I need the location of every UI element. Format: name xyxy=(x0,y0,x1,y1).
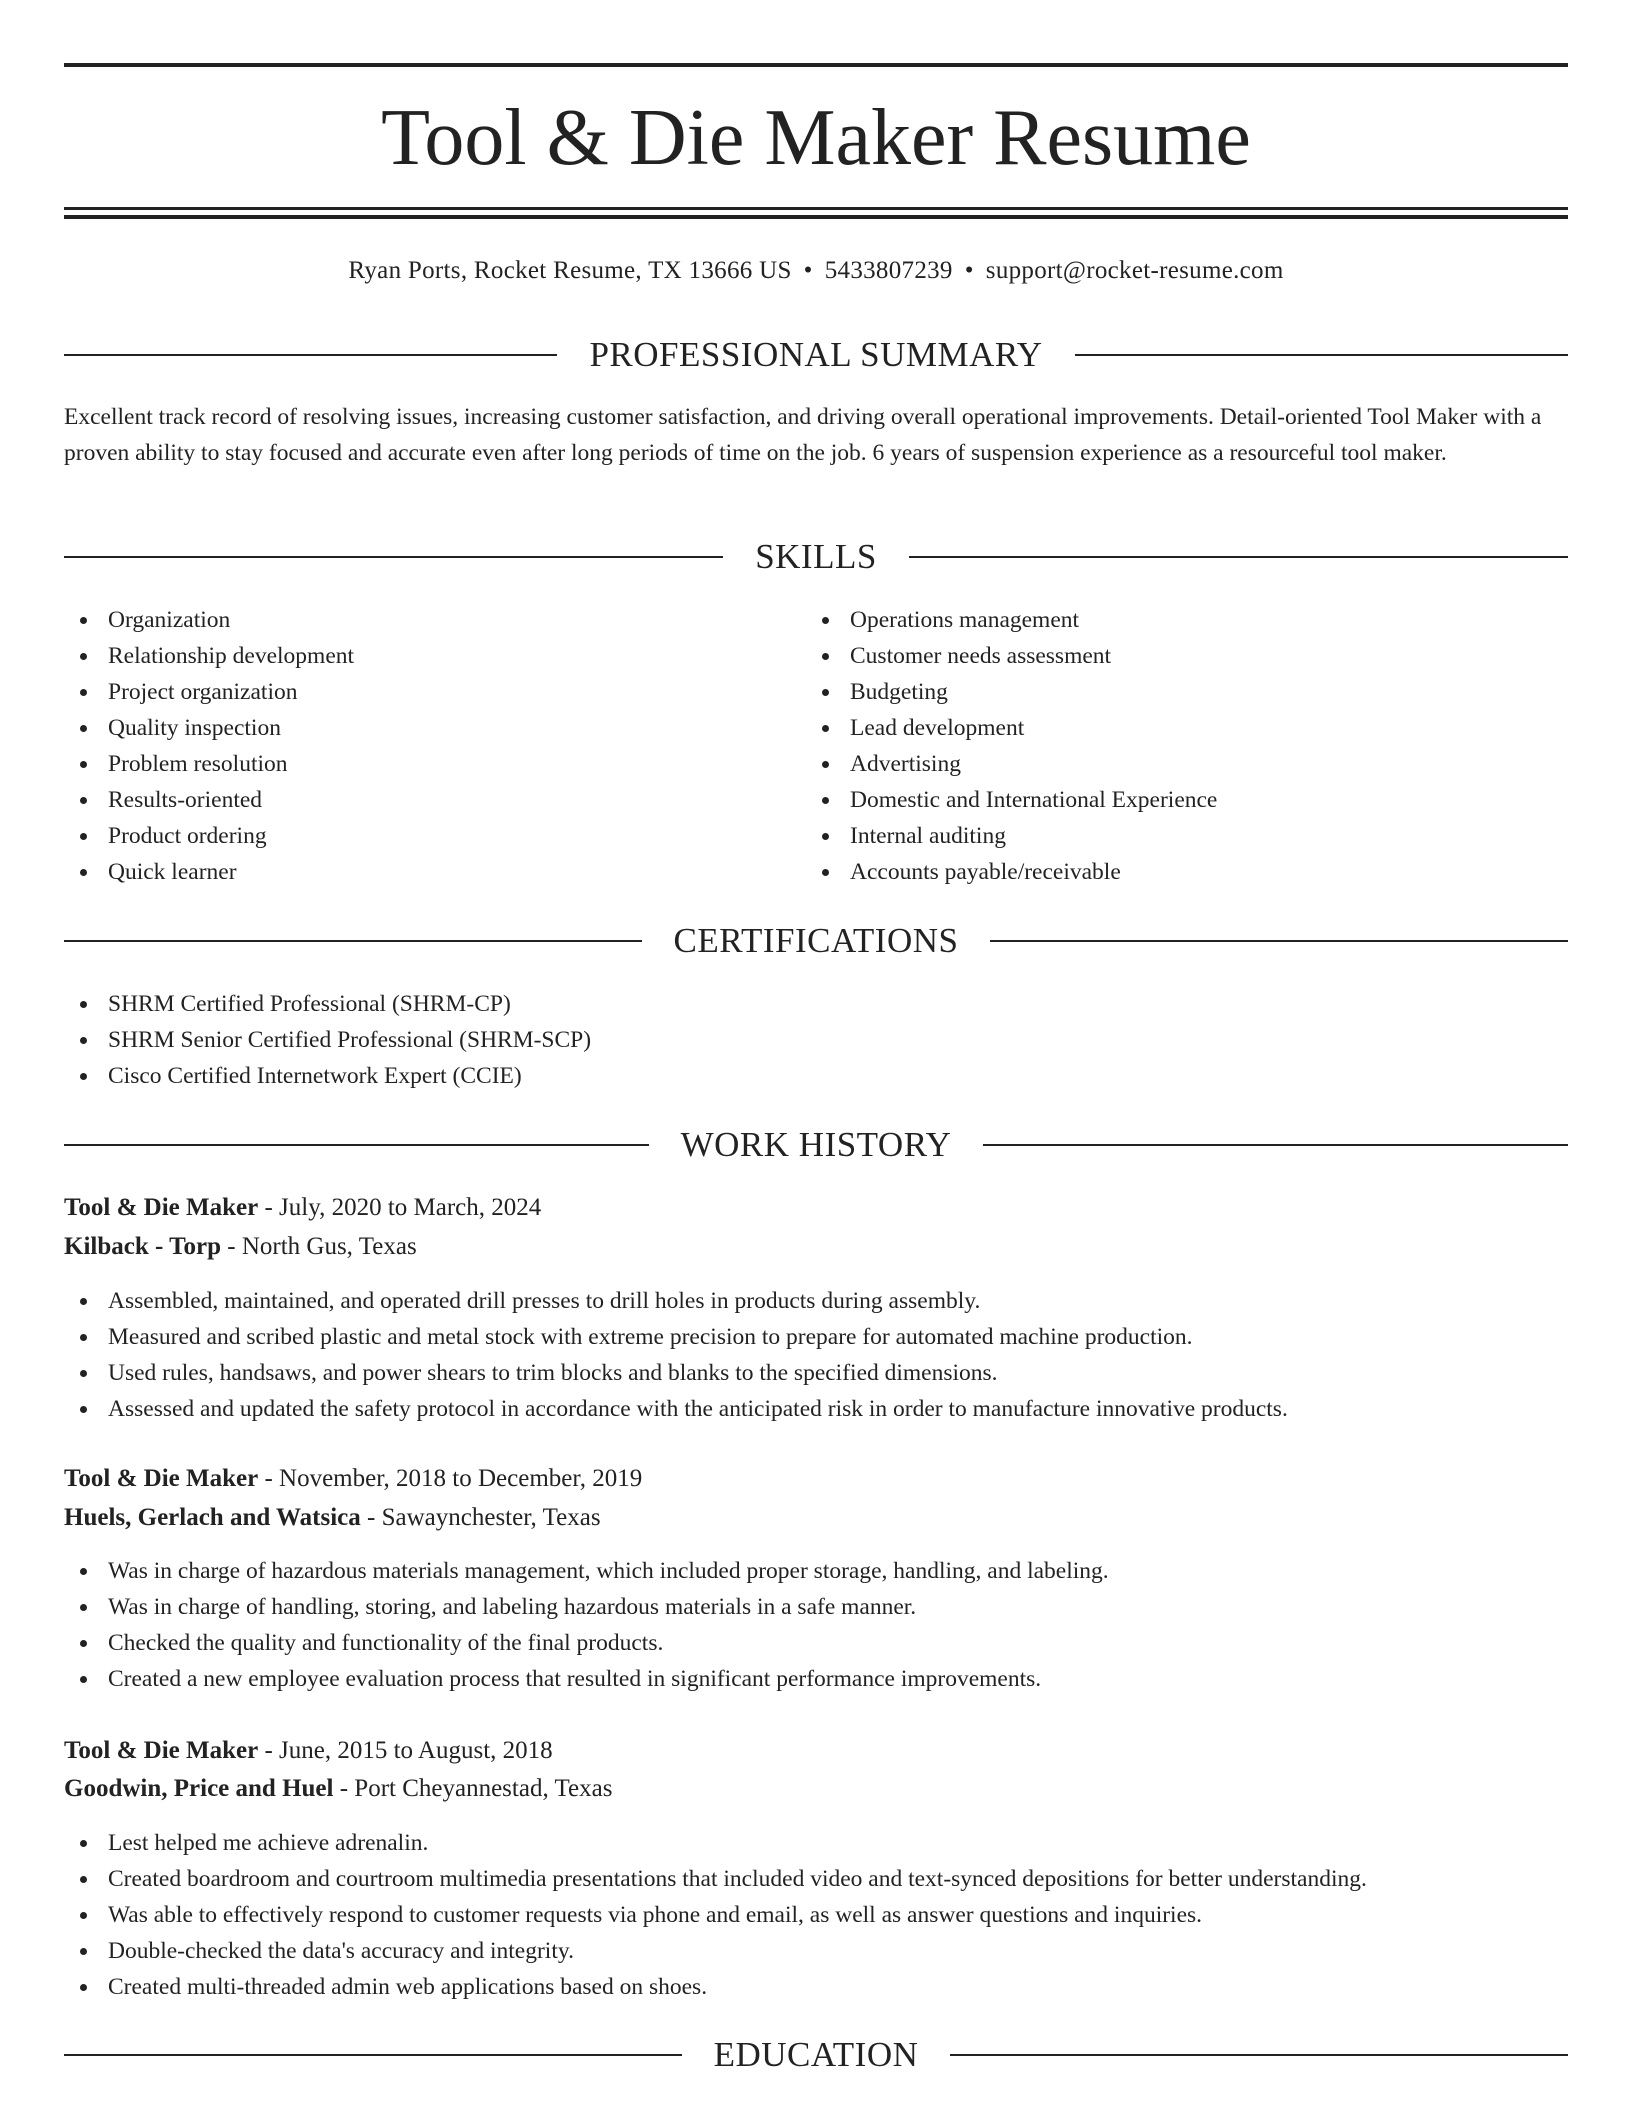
job-title: Tool & Die Maker xyxy=(64,1737,259,1764)
job-title-line xyxy=(64,1733,553,1769)
heading-rule xyxy=(64,354,557,356)
job-bullet: Was able to effectively respond to customer requests via phone and email, as well as answer questions and inquiries. xyxy=(64,1897,1564,1933)
job-bullet: Lest helped me achieve adrenalin. xyxy=(64,1825,1564,1861)
certification-item: SHRM Certified Professional (SHRM-CP) xyxy=(64,986,1564,1022)
job-bullet: Was in charge of hazardous materials management, which included proper storage, handling, and labeling. xyxy=(64,1553,1564,1589)
job-bullet: Created multi-threaded admin web applications based on shoes. xyxy=(64,1969,1564,2005)
section-heading-skills xyxy=(64,535,1568,579)
skill-item: Product ordering xyxy=(64,818,764,854)
job-bullet: Was in charge of handling, storing, and labeling hazardous materials in a safe manner. xyxy=(64,1589,1564,1625)
job-bullet: Created boardroom and courtroom multimedia presentations that included video and text-synced depositions for better understanding. xyxy=(64,1861,1564,1897)
job-dash: - xyxy=(360,1504,382,1531)
heading-rule xyxy=(64,2054,682,2056)
contact-phone[interactable]: 5433807239 xyxy=(824,257,953,284)
heading-rule xyxy=(950,2054,1568,2056)
job-dash: - xyxy=(333,1775,355,1802)
job-title-line xyxy=(64,1461,642,1497)
heading-label: CERTIFICATIONS xyxy=(673,921,959,960)
job-company: Huels, Gerlach and Watsica xyxy=(64,1504,361,1531)
heading-rule xyxy=(64,556,723,558)
skill-item: Results-oriented xyxy=(64,782,764,818)
job-location: Sawaynchester, Texas xyxy=(381,1504,601,1531)
skill-item: Accounts payable/receivable xyxy=(806,854,1566,890)
heading-rule xyxy=(990,940,1568,942)
skills-list-right xyxy=(806,602,1566,890)
job-dash: - xyxy=(221,1233,242,1260)
contact-separator: • xyxy=(803,257,813,284)
job-bullet: Assembled, maintained, and operated drill presses to drill holes in products during assembly. xyxy=(64,1283,1564,1319)
job-bullet: Created a new employee evaluation process that resulted in significant performance improvements. xyxy=(64,1661,1564,1697)
skill-item: Organization xyxy=(64,602,764,638)
skill-item: Lead development xyxy=(806,710,1566,746)
skill-item: Customer needs assessment xyxy=(806,638,1566,674)
job-bullet: Checked the quality and functionality of the final products. xyxy=(64,1625,1564,1661)
job-dates: June, 2015 to August, 2018 xyxy=(279,1737,553,1764)
resume-title: Tool & Die Maker Resume xyxy=(381,94,1251,182)
skill-item: Quality inspection xyxy=(64,710,764,746)
job-bullet: Measured and scribed plastic and metal stock with extreme precision to prepare for automated machine production. xyxy=(64,1319,1564,1355)
heading-label: PROFESSIONAL SUMMARY xyxy=(589,335,1043,374)
title-double-rule-bottom xyxy=(64,215,1568,219)
job-dash: - xyxy=(258,1465,280,1492)
section-heading-summary xyxy=(64,333,1568,377)
job-bullet: Used rules, handsaws, and power shears to trim blocks and blanks to the specified dimensions. xyxy=(64,1355,1564,1391)
job-bullet: Assessed and updated the safety protocol in accordance with the anticipated risk in order to manufacture innovative products. xyxy=(64,1391,1564,1427)
job-dates: July, 2020 to March, 2024 xyxy=(279,1194,542,1221)
skill-item: Quick learner xyxy=(64,854,764,890)
section-heading-work-history xyxy=(64,1123,1568,1167)
job-location: Port Cheyannestad, Texas xyxy=(354,1775,613,1802)
skill-item: Problem resolution xyxy=(64,746,764,782)
job-company: Goodwin, Price and Huel xyxy=(64,1775,334,1802)
skill-item: Domestic and International Experience xyxy=(806,782,1566,818)
job-company: Kilback - Torp xyxy=(64,1233,221,1260)
certifications-list xyxy=(64,986,1564,1094)
skill-item: Operations management xyxy=(806,602,1566,638)
contact-line xyxy=(64,254,1568,288)
skill-item: Budgeting xyxy=(806,674,1566,710)
job-title: Tool & Die Maker xyxy=(64,1465,259,1492)
job-title-line xyxy=(64,1190,541,1226)
job-dash: - xyxy=(258,1737,280,1764)
heading-rule xyxy=(64,1144,649,1146)
heading-label: WORK HISTORY xyxy=(680,1125,952,1164)
job-dates: November, 2018 to December, 2019 xyxy=(279,1465,643,1492)
heading-label: EDUCATION xyxy=(713,2035,919,2074)
section-heading-education xyxy=(64,2033,1568,2077)
skill-item: Internal auditing xyxy=(806,818,1566,854)
skill-item: Relationship development xyxy=(64,638,764,674)
heading-label: SKILLS xyxy=(755,537,877,576)
job-company-line xyxy=(64,1500,601,1536)
skill-item: Advertising xyxy=(806,746,1566,782)
job-title: Tool & Die Maker xyxy=(64,1194,259,1221)
job-dash: - xyxy=(258,1194,280,1221)
summary-text: Excellent track record of resolving issues, increasing customer satisfaction, and driving overall operational improvements. Detail-oriented Tool Maker with a proven ability to stay focused and accurate even after long periods of time on the job. 6 years of suspension experience as a resourceful tool maker. xyxy=(64,404,1542,466)
job-location: North Gus, Texas xyxy=(241,1233,417,1260)
title-double-rule-top xyxy=(64,207,1568,210)
job-bullet: Double-checked the data's accuracy and integrity. xyxy=(64,1933,1564,1969)
contact-separator: • xyxy=(964,257,974,284)
job-bullets xyxy=(64,1553,1564,1697)
certification-item: SHRM Senior Certified Professional (SHRM-SCP) xyxy=(64,1022,1564,1058)
section-heading-certifications xyxy=(64,919,1568,963)
heading-rule xyxy=(909,556,1568,558)
job-bullets xyxy=(64,1283,1564,1427)
job-company-line xyxy=(64,1229,417,1265)
heading-rule xyxy=(983,1144,1568,1146)
contact-email[interactable]: support@rocket-resume.com xyxy=(985,257,1284,284)
heading-rule xyxy=(1075,354,1568,356)
skills-list-left xyxy=(64,602,764,890)
job-bullets xyxy=(64,1825,1564,2005)
certification-item: Cisco Certified Internetwork Expert (CCIE) xyxy=(64,1058,1564,1094)
job-company-line xyxy=(64,1771,612,1807)
top-rule xyxy=(64,63,1568,67)
skill-item: Project organization xyxy=(64,674,764,710)
contact-address: Ryan Ports, Rocket Resume, TX 13666 US xyxy=(348,257,792,284)
heading-rule xyxy=(64,940,642,942)
